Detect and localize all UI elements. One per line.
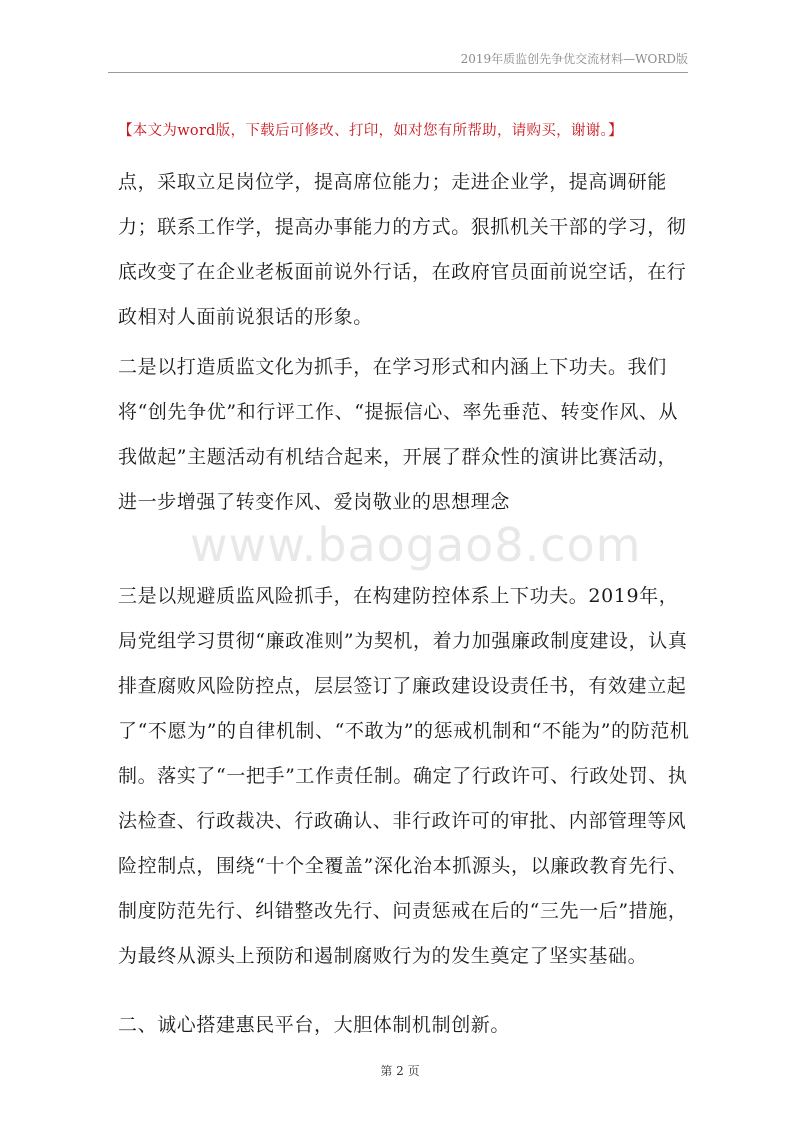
page-header <box>108 50 688 73</box>
page-footer <box>0 1062 800 1079</box>
header-title: 2019年质监创先争优交流材料—WORD版 <box>460 52 688 66</box>
section-heading: 二、诚心搭建惠民平台，大胆体制机制创新。 <box>118 1014 511 1036</box>
watermark-text: www.baogao8.com <box>190 518 642 572</box>
paragraph-1: 点，采取立足岗位学，提高席位能力；走进企业学，提高调研能力；联系工作学，提高办事能力的方式。狠抓机关干部的学习，彻底改变了在企业老板面前说外行话，在政府官员面前说空话，在行政相对人面前说狠话的形象。 <box>118 171 687 328</box>
paragraph-2: 二是以打造质监文化为抓手，在学习形式和内涵上下功夫。我们将“创先争优”和行评工作、“提振信心、率先垂范、转变作风、从我做起”主题活动有机结合起来，开展了群众性的演讲比赛活动，进一步增强了转变作风、爱岗敬业的思想理念 <box>118 356 679 513</box>
paragraph-3: 三是以规避质监风险抓手，在构建防控体系上下功夫。2019年，局党组学习贯彻“廉政准则”为契机，着力加强廉政制度建设，认真排查腐败风险防控点，层层签订了廉政建设设责任书，有效建立起了“不愿为”的自律机制、“不敢为”的惩戒机制和“不能为”的防范机制。落实了“一把手”工作责任制。确定了行政许可、行政处罚、执法检查、行政裁决、行政确认、非行政许可的审批、内部管理等风险控制点，围绕“十个全覆盖”深化治本抓源头，以廉政教育先行、制度防范先行、纠错整改先行、问责惩戒在后的“三先一后”措施，为最终从源头上预防和遏制腐败行为的发生奠定了坚实基础。 <box>118 585 690 967</box>
download-notice: 【本文为word版，下载后可修改、打印，如对您有所帮助，请购买，谢谢。】 <box>118 123 623 139</box>
page-number: 第 2 页 <box>380 1064 420 1078</box>
